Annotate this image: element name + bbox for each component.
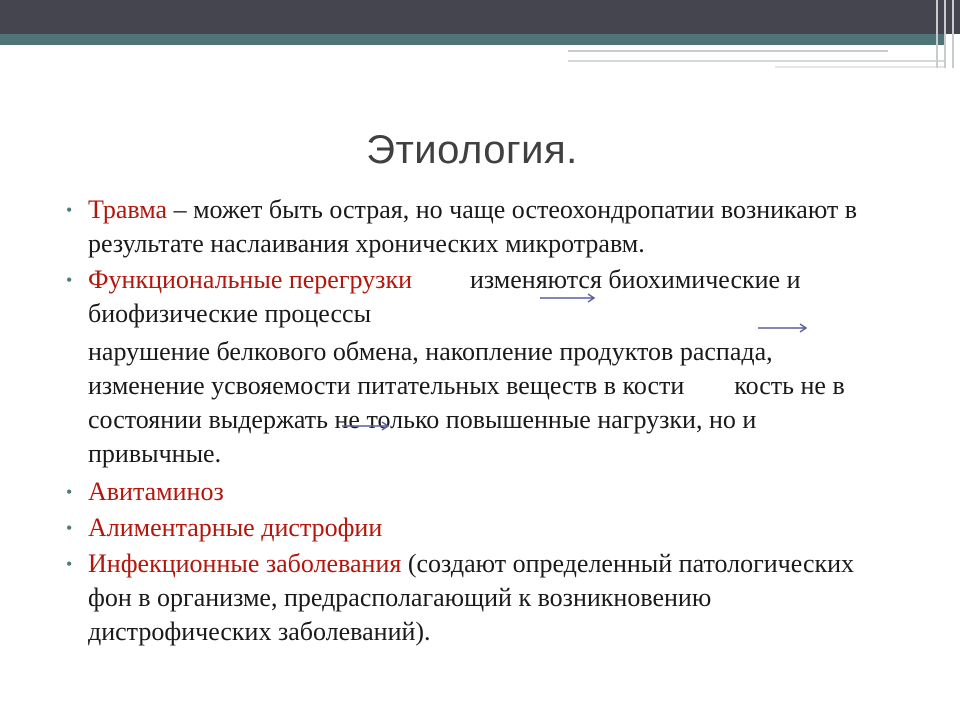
list-item: [66, 263, 866, 331]
item-term: Травма: [88, 195, 168, 224]
item-text: изменяются биохимические и биофизические процессы: [88, 265, 801, 328]
slide-title: Этиология.: [366, 128, 578, 172]
header-decor-vertical: [944, 0, 946, 68]
header-decor-line: [568, 60, 946, 62]
item-term: Алиментарные дистрофии: [88, 513, 383, 542]
header-decor-vertical: [936, 0, 938, 68]
item-text: – может быть острая, но чаще остеохондропатии возникают в результате наслаивания хронических микротравм.: [88, 195, 858, 258]
item-text: (создают определенный патологических фон в организме, предрасполагающий к возникновению дистрофических заболеваний).: [88, 549, 855, 646]
arrow-right-icon: [758, 323, 808, 333]
bullet-icon: •: [66, 482, 73, 502]
item-term: Функциональные перегрузки: [88, 265, 412, 294]
list-item: [66, 547, 866, 649]
bullet-icon: •: [66, 554, 73, 574]
list-item: [66, 193, 866, 261]
header-decor-vertical: [952, 0, 954, 68]
bullet-list: [66, 193, 866, 651]
arrow-right-icon: [342, 421, 390, 431]
item-term: Авитаминоз: [88, 477, 224, 506]
list-item-continuation: [66, 335, 866, 471]
item-continuation-text: кость не в состоянии выдержать не только повышенные нагрузки, но и привычные.: [88, 371, 845, 468]
list-item: [66, 511, 866, 545]
list-item: [66, 475, 866, 509]
arrow-right-icon: [540, 293, 596, 303]
item-continuation-text: нарушение белкового обмена, накопление продуктов распада, изменение усвояемости питательных веществ в кости: [88, 337, 773, 400]
bullet-icon: •: [66, 518, 73, 538]
bullet-icon: •: [66, 200, 73, 220]
header-accent-stripe: [0, 34, 945, 45]
item-term: Инфекционные заболевания: [88, 549, 402, 578]
header-decor-line: [568, 50, 888, 52]
header-decor-line: [775, 66, 945, 68]
bullet-icon: •: [66, 270, 73, 290]
header-bar: [0, 0, 960, 34]
